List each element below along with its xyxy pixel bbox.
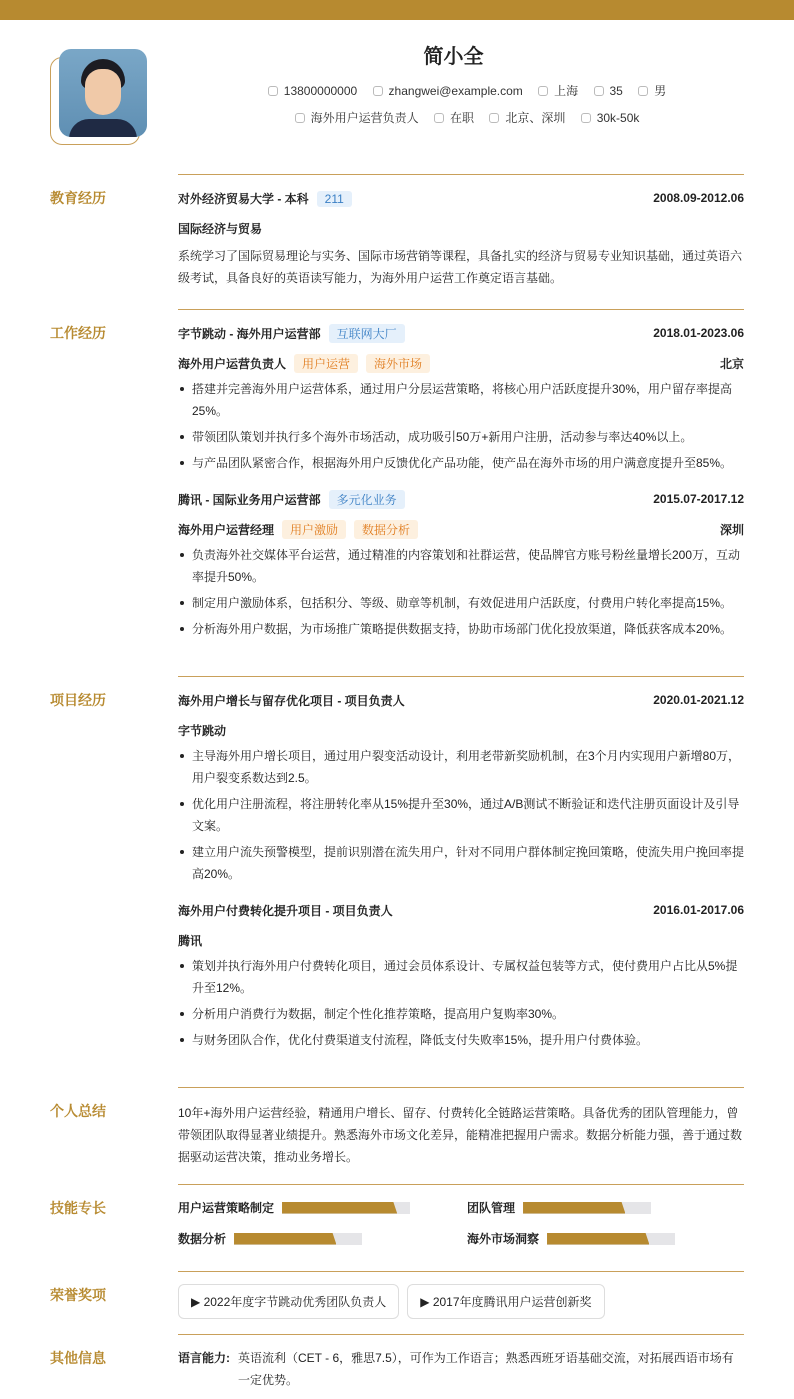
bullet: 建立用户流失预警模型，提前识别潜在流失用户，针对不同用户群体制定挽回策略，使流失用户挽回率提高20%。 <box>178 841 744 885</box>
company: 字节跳动 - 海外用户运营部 <box>178 326 321 341</box>
skill-name: 用户运营策略制定 <box>178 1201 275 1215</box>
school: 对外经济贸易大学 - 本科 <box>178 191 309 206</box>
date: 2020.01-2021.12 <box>653 693 744 707</box>
skill-bar-fill <box>282 1202 397 1214</box>
skill-bar <box>523 1202 651 1214</box>
job-entry <box>178 318 744 474</box>
home-icon <box>538 86 548 96</box>
job-title: 海外用户运营经理 <box>178 522 275 537</box>
send-icon <box>295 113 305 123</box>
city: 深圳 <box>719 522 744 537</box>
summary-text: 10年+海外用户运营经验，精通用户增长、留存、付费转化全链路运营策略。具备优秀的团队管理能力，曾带领团队取得显著业绩提升。熟悉海外市场文化差异，能精准把握用户需求。数据分析能力强，善于通过数据驱动运营决策，推动业务增长。 <box>178 1106 743 1164</box>
bullet: 带领团队策划并执行多个海外市场活动，成功吸引50万+新用户注册，活动参与率达40%以上。 <box>178 426 744 448</box>
position: 海外用户运营负责人 <box>310 111 419 125</box>
bullet: 分析海外用户数据，为市场推广策略提供数据支持，协助市场部门优化投放渠道，降低获客成本20%。 <box>178 618 744 640</box>
skill-item <box>178 1199 467 1216</box>
bullet: 分析用户消费行为数据，制定个性化推荐策略，提高用户复购率30%。 <box>178 1003 744 1025</box>
company-tag: 互联网大厂 <box>329 324 405 343</box>
candidate-name: 简小全 <box>423 46 484 68</box>
school-tag: 211 <box>317 191 352 207</box>
section-title: 个人总结 <box>50 1103 106 1119</box>
skill-tag: 海外市场 <box>366 354 430 373</box>
bullet: 主导海外用户增长项目，通过用户裂变活动设计，利用老带新奖励机制，在3个月内实现用户新增80万，用户裂变系数达到2.5。 <box>178 745 744 789</box>
age-icon <box>594 86 604 96</box>
date: 2015.07-2017.12 <box>653 492 744 506</box>
project-entry <box>178 895 744 1051</box>
skill-bar <box>282 1202 410 1214</box>
job-intent-row <box>178 109 744 126</box>
skill-item <box>467 1230 744 1247</box>
skill-item <box>178 1230 467 1247</box>
bullet: 策划并执行海外用户付费转化项目，通过会员体系设计、专属权益包装等方式，使付费用户占比从5%提升至12%。 <box>178 955 744 999</box>
skill-bar <box>234 1233 362 1245</box>
age: 35 <box>609 84 623 98</box>
skill-bar-fill <box>547 1233 649 1245</box>
skill-bar-fill <box>523 1202 625 1214</box>
skill-bar <box>547 1233 675 1245</box>
bullet: 搭建并完善海外用户运营体系，通过用户分层运营策略，将核心用户活跃度提升30%，用户留存率提高25%。 <box>178 378 744 422</box>
project-entry <box>178 685 744 885</box>
top-accent-bar <box>0 0 794 20</box>
description: 系统学习了国际贸易理论与实务、国际市场营销等课程，具备扎实的经济与贸易专业知识基础，通过英语六级考试，具备良好的英语读写能力，为海外用户运营工作奠定语言基础。 <box>178 249 743 285</box>
city: 上海 <box>554 84 579 98</box>
contact-row <box>178 82 744 99</box>
section-title: 其他信息 <box>50 1350 106 1366</box>
date: 2008.09-2012.06 <box>653 191 744 205</box>
bullet: 与产品团队紧密合作，根据海外用户反馈优化产品功能，使产品在海外市场的用户满意度提升至85%。 <box>178 452 744 474</box>
skill-tag: 用户运营 <box>294 354 358 373</box>
bullet: 制定用户激励体系，包括积分、等级、勋章等机制，有效促进用户活跃度，付费用户转化率提高15%。 <box>178 592 744 614</box>
status-icon <box>434 113 444 123</box>
skill-tag: 用户激励 <box>282 520 346 539</box>
skill-name: 团队管理 <box>467 1201 516 1215</box>
phone: 13800000000 <box>283 84 358 98</box>
org: 字节跳动 <box>178 723 227 738</box>
award-item: ▶ 2022年度字节跳动优秀团队负责人 <box>178 1284 399 1319</box>
salary-icon <box>581 113 591 123</box>
mail-icon <box>373 86 383 96</box>
company: 腾讯 - 国际业务用户运营部 <box>178 492 321 507</box>
gender: 男 <box>654 84 667 98</box>
job-entry <box>178 484 744 640</box>
section-title: 技能专长 <box>50 1200 106 1216</box>
skill-name: 海外市场洞察 <box>467 1232 540 1246</box>
skill-name: 数据分析 <box>178 1232 227 1246</box>
skill-bar-fill <box>234 1233 336 1245</box>
section-title: 项目经历 <box>50 692 106 708</box>
bullet: 优化用户注册流程，将注册转化率从15%提升至30%，通过A/B测试不断验证和迭代注册页面设计及引导文案。 <box>178 793 744 837</box>
skill-item <box>467 1199 744 1216</box>
phone-icon <box>268 86 278 96</box>
major: 国际经济与贸易 <box>178 221 263 236</box>
company-tag: 多元化业务 <box>329 490 405 509</box>
project-name: 海外用户增长与留存优化项目 - 项目负责人 <box>178 693 405 708</box>
award-item: ▶ 2017年度腾讯用户运营创新奖 <box>407 1284 604 1319</box>
bullet: 负责海外社交媒体平台运营，通过精准的内容策划和社群运营，使品牌官方账号粉丝量增长200万，互动率提升50%。 <box>178 544 744 588</box>
date: 2016.01-2017.06 <box>653 903 744 917</box>
section-title: 荣誉奖项 <box>50 1287 106 1303</box>
project-name: 海外用户付费转化提升项目 - 项目负责人 <box>178 903 393 918</box>
job-title: 海外用户运营负责人 <box>178 356 287 371</box>
language-text: 英语流利（CET - 6，雅思7.5），可作为工作语言；熟悉西班牙语基础交流，对拓展西语市场有一定优势。 <box>238 1351 734 1387</box>
org: 腾讯 <box>178 933 203 948</box>
city: 北京 <box>719 356 744 371</box>
status: 在职 <box>449 111 474 125</box>
section-title: 教育经历 <box>50 190 106 206</box>
building-icon <box>489 113 499 123</box>
section-title: 工作经历 <box>50 325 106 341</box>
salary: 30k-50k <box>596 111 640 125</box>
email: zhangwei@example.com <box>388 84 523 98</box>
language-label: 语言能力: <box>178 1351 230 1365</box>
bullet: 与财务团队合作，优化付费渠道支付流程，降低支付失败率15%，提升用户付费体验。 <box>178 1029 744 1051</box>
date: 2018.01-2023.06 <box>653 326 744 340</box>
target-cities: 北京、深圳 <box>505 111 566 125</box>
skill-tag: 数据分析 <box>354 520 418 539</box>
gender-icon <box>638 86 648 96</box>
